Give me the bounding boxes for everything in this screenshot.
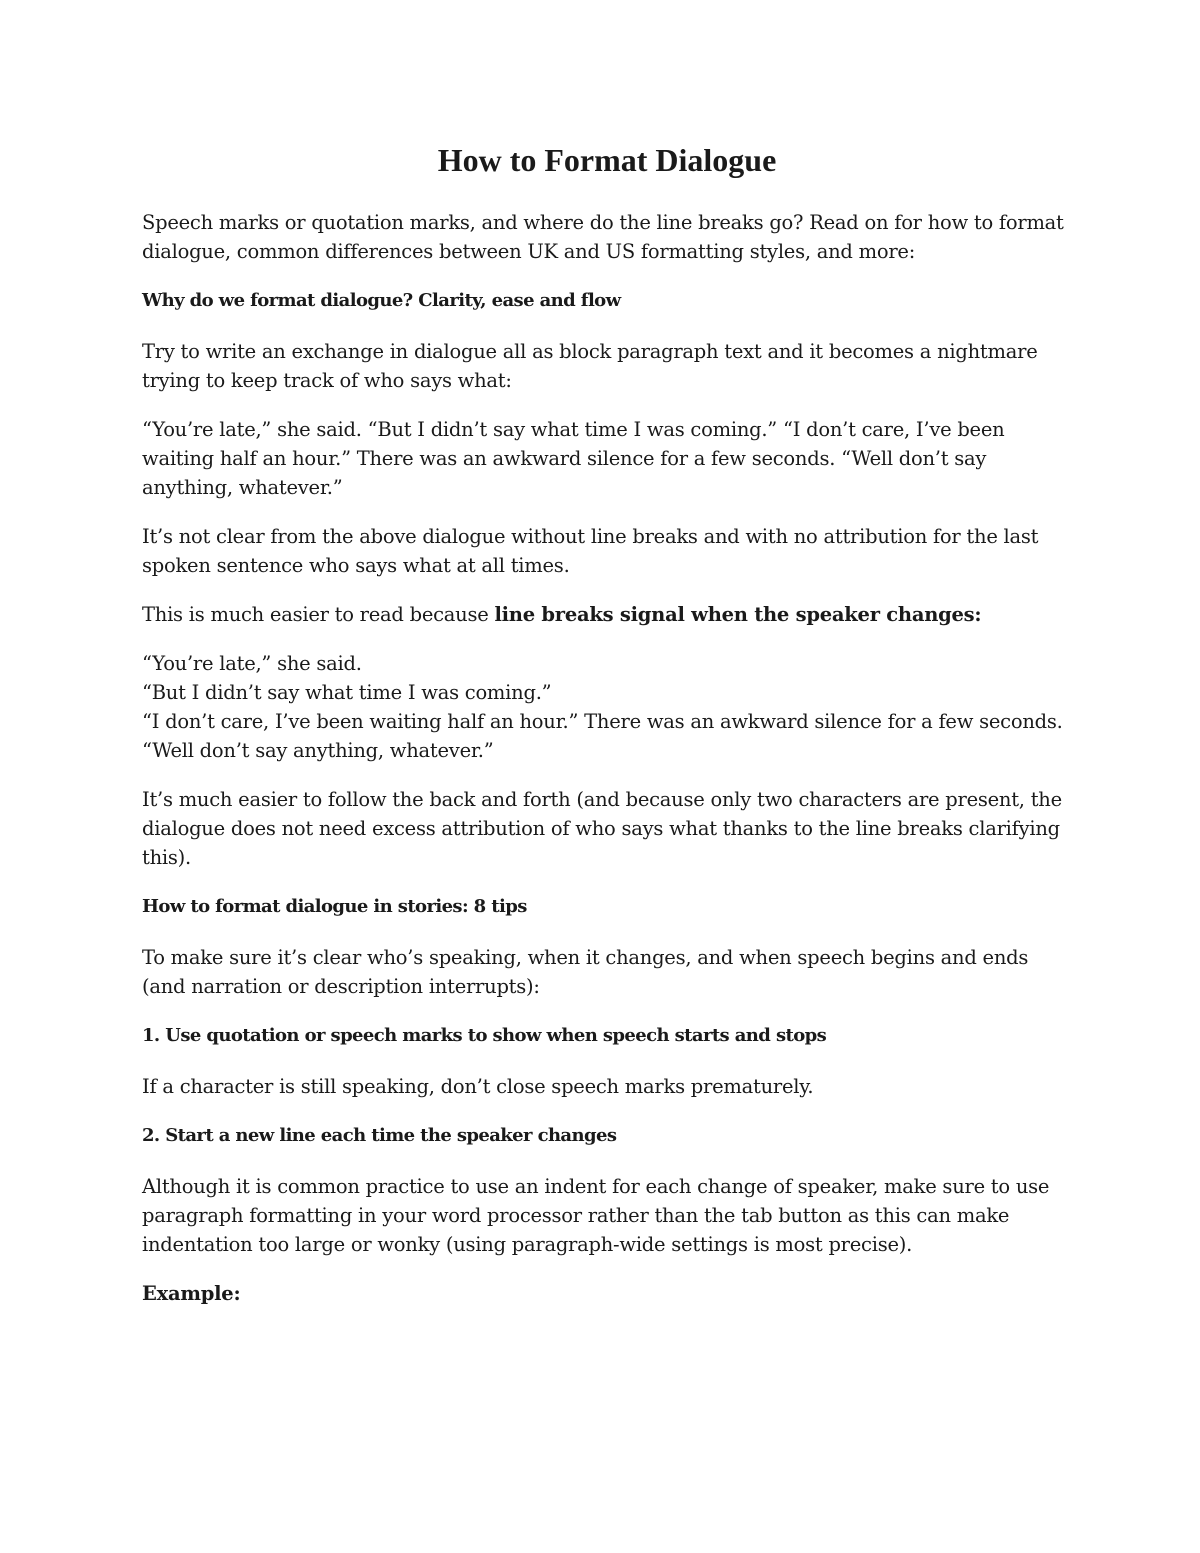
page-title: How to Format Dialogue [437,142,777,178]
easier-to-read-lead: This is much easier to read because [142,603,495,626]
back-and-forth-paragraph: It’s much easier to follow the back and forth (and because only two characters are present, the dialogue does not need excess attribution of who says what thanks to the line breaks clarifying this). [142,788,1062,869]
block-text-intro-paragraph: Try to write an exchange in dialogue all as block paragraph text and it becomes a nightmare trying to keep track of who says what: [142,340,1038,392]
dialogue-line: “You’re late,” she said. [142,652,362,675]
dialogue-line: “But I didn’t say what time I was coming.” [142,681,552,704]
tip-2-heading: 2. Start a new line each time the speaker changes [142,1125,617,1146]
tips-intro-paragraph: To make sure it’s clear who’s speaking, when it changes, and when speech begins and ends (and narration or description interrupts): [142,946,1029,998]
easier-to-read-paragraph [142,600,1072,629]
dialogue-line: “I don’t care, I’ve been waiting half an hour.” There was an awkward silence for a few seconds. “Well don’t say anything, whatever.” [142,710,1063,762]
unclear-explanation-paragraph: It’s not clear from the above dialogue without line breaks and with no attribution for the last spoken sentence who says what at all times. [142,525,1039,577]
tip-1-heading: 1. Use quotation or speech marks to show when speech starts and stops [142,1025,827,1046]
block-dialogue-example: “You’re late,” she said. “But I didn’t say what time I was coming.” “I don’t care, I’ve been waiting half an hour.” There was an awkward silence for a few seconds. “Well don’t say anything, whatever.” [142,418,1005,499]
line-breaks-emphasis: line breaks signal when the speaker changes: [494,603,982,626]
tip-1-paragraph: If a character is still speaking, don’t close speech marks prematurely. [142,1075,814,1098]
intro-paragraph: Speech marks or quotation marks, and where do the line breaks go? Read on for how to format dialogue, common differences between UK and US formatting styles, and more: [142,211,1064,263]
formatted-dialogue-example [142,649,1072,765]
section-heading-8-tips: How to format dialogue in stories: 8 tips [142,896,527,917]
document-page [142,140,1072,1328]
tip-2-paragraph: Although it is common practice to use an indent for each change of speaker, make sure to use paragraph formatting in your word processor rather than the tab button as this can make indentation too large or wonky (using paragraph-wide settings is most precise). [142,1175,1050,1256]
section-heading-why-format: Why do we format dialogue? Clarity, ease and flow [142,290,621,311]
example-label: Example: [142,1282,241,1305]
